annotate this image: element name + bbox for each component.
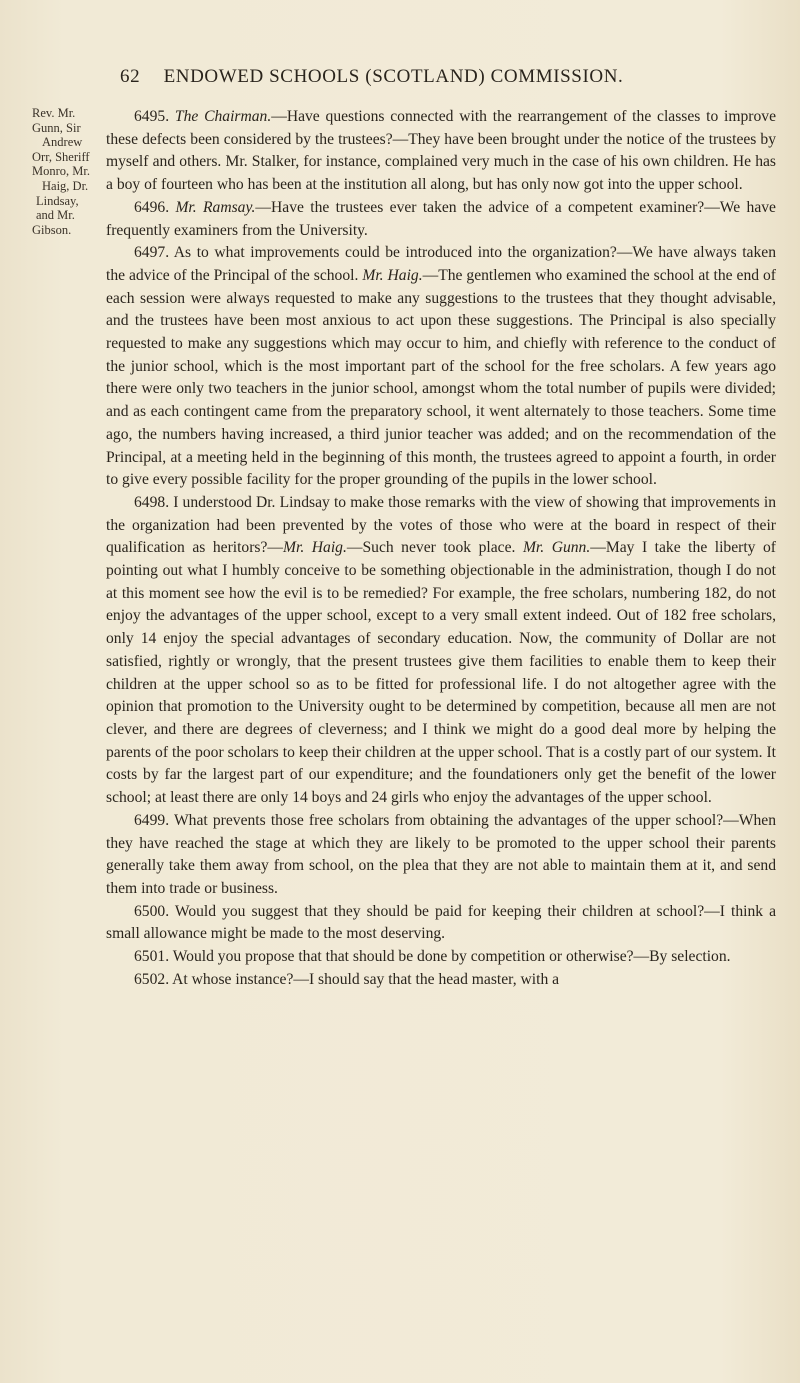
margin-note-line: Gibson.	[32, 222, 72, 237]
speaker: The Chairman.	[174, 108, 272, 125]
margin-note-line: Andrew	[42, 135, 83, 150]
evidence-text	[106, 106, 776, 991]
margin-note-witnesses	[32, 106, 94, 237]
paragraph-text: —Have the trustees ever taken the advice of a competent examiner?—We have frequently examiners from the University.	[106, 198, 776, 239]
question-number: 6496.	[134, 198, 176, 216]
margin-note-line: Haig, Dr.	[42, 178, 89, 193]
paragraph-text: —May I take the liberty of pointing out what I humbly conceive to be something objectionable in the administration, though I do not at this moment see how the evil is to be remedied? For example, the free scholars, numbering 182, do not enjoy the advantages of the upper school, except to a very small extent indeed. Out of 182 free scholars, only 14 enjoy the special advantages of secondary education. Now, the community of Dollar are not satisfied, rightly or wrongly, that the present trustees give them facilities to enable them to keep their children at the upper school so as to be fitted for professional life. I do not altogether agree with the opinion that promotion to the University ought to be determined by competition, because all men are not clever, and there are degrees of cleverness; and I think we might do a good deal more by helping the parents of the poor scholars to keep their children at the upper school. That is a costly part of our system. It costs by far the largest part of our expenditure; and the foundationers only get the benefit of the lower school; at least there are only 14 boys and 24 girls who enjoy the advantages of the upper school.	[106, 539, 776, 807]
paragraph-text: At whose instance?—I should say that the head master, with a	[172, 970, 560, 988]
question-number: 6498.	[134, 493, 174, 511]
question-number: 6502.	[134, 970, 173, 988]
paragraph-6495	[106, 106, 776, 197]
question-number: 6501.	[134, 948, 173, 966]
paragraph-text: Would you suggest that they should be paid for keeping their children at school?—I think a small allowance might be made to the most deserving.	[106, 902, 776, 943]
margin-note-line: Rev. Mr.	[32, 106, 76, 120]
paragraph-6502	[106, 969, 776, 992]
paragraph-6499	[106, 810, 776, 901]
paragraph-text: —Such never took place.	[346, 539, 523, 557]
page-header	[120, 66, 760, 88]
question-number: 6497.	[134, 244, 174, 262]
margin-note-line: and Mr.	[36, 208, 75, 223]
question-number: 6495.	[134, 108, 175, 125]
paragraph-text: —Have questions connected with the rearrangement of the classes to improve these defects been considered by the trustees?—They have been brought under the notice of the trustees by myself and others. Mr. Stalker, for instance, complained very much in the case of his own children. He has a boy of fourteen who has been at the institution all along, but has only now got into the upper school.	[106, 108, 777, 194]
paragraph-6496	[106, 197, 776, 242]
paragraph-6498	[106, 492, 776, 810]
question-number: 6500.	[134, 902, 175, 920]
question-number: 6499.	[134, 811, 174, 829]
paragraph-text: What prevents those free scholars from obtaining the advantages of the upper school?—When they have reached the stage at which they are likely to be promoted to the upper school their parents generally take them away from school, on the plea that they are not able to maintain them at it, and send them into trade or business.	[106, 811, 777, 897]
paragraph-text: As to what improvements could be introduced into the organization?—We have always taken the advice of the Principal of the school.	[106, 244, 776, 284]
paragraph-6497	[106, 242, 776, 492]
page-number: 62	[120, 66, 141, 87]
margin-note-line: Gunn, Sir	[32, 120, 81, 135]
speaker: Mr. Gunn.	[522, 539, 591, 557]
speaker: Mr. Ramsay.	[175, 198, 256, 216]
speaker: Mr. Haig.	[283, 539, 347, 557]
paragraph-6500	[106, 901, 776, 946]
margin-note-line: Monro, Mr.	[32, 164, 90, 179]
margin-note-line: Orr, Sheriff	[32, 149, 90, 164]
speaker: Mr. Haig.	[362, 266, 423, 284]
paragraph-text: Would you propose that that should be done by competition or otherwise?—By selection.	[172, 948, 731, 966]
paragraph-text: I understood Dr. Lindsay to make those remarks with the view of showing that improvements in the organization had been prevented by the votes of those who were at the board in respect of their qualification as heritors?—	[106, 493, 777, 557]
margin-note-line: Lindsay,	[36, 193, 79, 208]
paragraph-6501	[106, 946, 776, 969]
running-title: ENDOWED SCHOOLS (SCOTLAND) COMMISSION.	[163, 66, 624, 87]
paragraph-text: —The gentlemen who examined the school at the end of each session were always requested to make any suggestions to the trustees that they thought advisable, and the trustees have been most anxious to act upon these suggestions. The Principal is also specially requested to make any suggestions which may occur to him, and chiefly with reference to the conduct of the junior school, which is the most important part of the school for the free scholars. A few years ago there were only two teachers in the junior school, amongst whom the total number of pupils were divided; and as each contingent came from the preparatory school, it went alternately to those teachers. Some time ago, the numbers having increased, a third junior teacher was added; and on the recommendation of the Principal, at a meeting held in the beginning of this month, the trustees agreed to appoint a fourth, in order to give every possible facility for the proper grounding of the pupils in the lower school.	[106, 266, 776, 489]
